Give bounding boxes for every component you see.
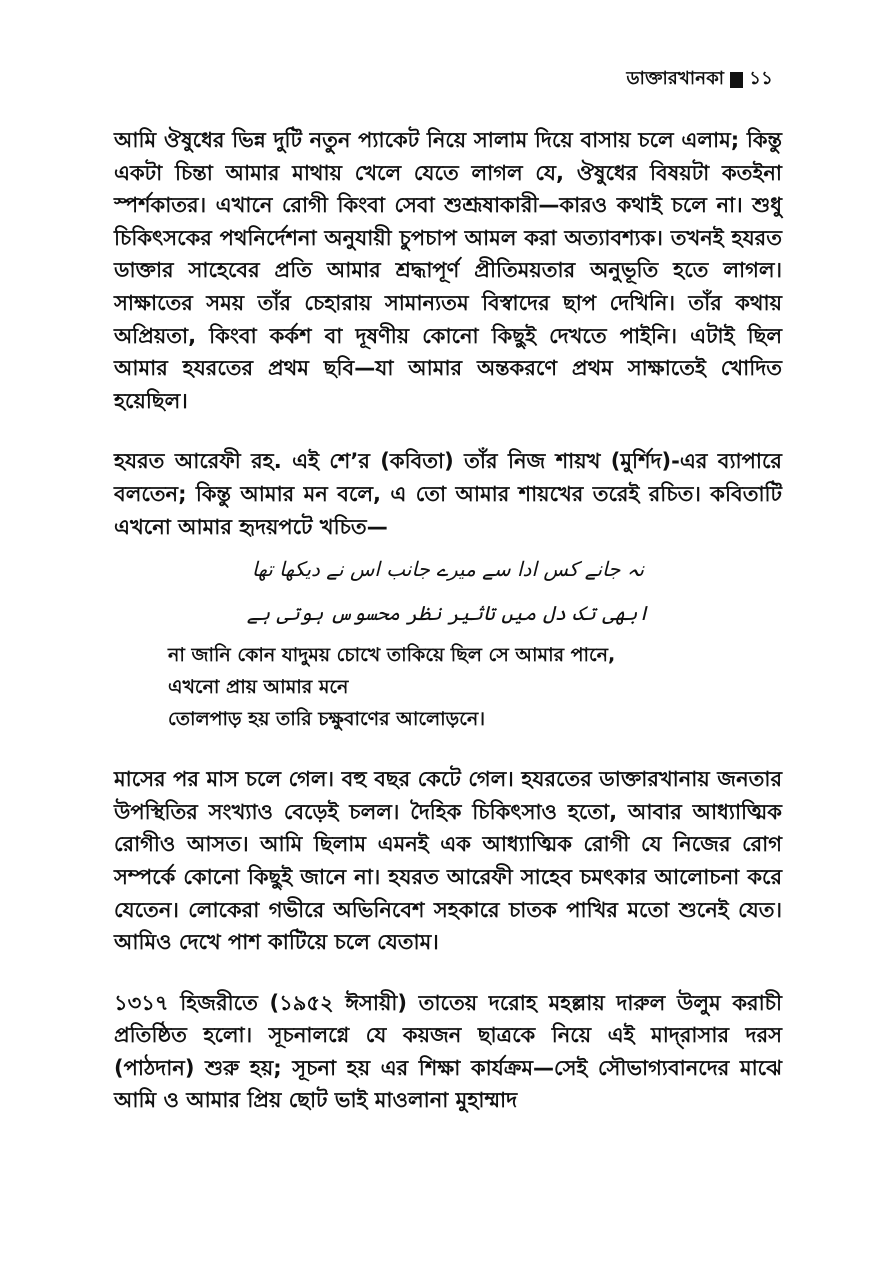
- page-body: [114, 124, 782, 1117]
- urdu-verse-line-1: نہ جانے کس ادا سے میرے جانب اس نے دیکھا تھا: [251, 557, 645, 582]
- paragraph-4: ১৩১৭ হিজরীতে (১৯৫২ ঈসায়ী) তাতেয় দরোহ মহল্লায় দারুল উলুম করাচী প্রতিষ্ঠিত হলো। সূচনালগ্নে যে কয়জন ছাত্রকে নিয়ে এই মাদ্‌রাসার দরস (পাঠদান) শুরু হয়; সূচনা হয় এর শিক্ষা কার্যক্রম—সেই সৌভাগ্যবানদের মাঝে আমি ও আমার প্রিয় ছোট ভাই মাওলানা মুহাম্মাদ: [114, 990, 782, 1113]
- urdu-verse: [114, 547, 782, 635]
- page-number: ১১: [749, 68, 773, 89]
- paragraph-1: আমি ঔষুধের ভিন্ন দুটি নতুন প্যাকেট নিয়ে সালাম দিয়ে বাসায় চলে এলাম; কিন্তু একটা চিন্তা আমার মাথায় খেলে যেতে লাগল যে, ঔষুধের বিষয়টা কতইনা স্পর্শকাতর। এখানে রোগী কিংবা সেবা শুশ্রূষাকারী—কারও কথাই চলে না। শুধু চিকিৎসকের পথনির্দেশনা অনুযায়ী চুপচাপ আমল করা অত্যাবশ্যক। তখনই হযরত ডাক্তার সাহেবের প্রতি আমার শ্রদ্ধাপূর্ণ প্রীতিময়তার অনুভূতি হতে লাগল। সাক্ষাতের সময় তাঁর চেহারায় সামান্যতম বিস্বাদের ছাপ দেখিনি। তাঁর কথায় অপ্রিয়তা, কিংবা কর্কশ বা দূষণীয় কোনো কিছুই দেখতে পাইনি। এটাই ছিল আমার হযরতের প্রথম ছবি—যা আমার অন্তকরণে প্রথম সাক্ষাতেই খোদিত হয়েছিল।: [114, 128, 782, 413]
- urdu-verse-line-2: ابھی تک دل میں تاثیر نظر محسوس ہوتی ہے: [246, 601, 650, 626]
- paragraph-3: মাসের পর মাস চলে গেল। বহু বছর কেটে গেল। হযরতের ডাক্তারখানায় জনতার উপস্থিতির সংখ্যাও বেড়েই চলল। দৈহিক চিকিৎসাও হতো, আবার আধ্যাত্মিক রোগীও আসত। আমি ছিলাম এমনই এক আধ্যাত্মিক রোগী যে নিজের রোগ সম্পর্কে কোনো কিছুই জানে না। হযরত আরেফী সাহেব চমৎকার আলোচনা করে যেতেন। লোকেরা গভীরে অভিনিবেশ সহকারে চাতক পাখির মতো শুনেই যেত। আমিও দেখে পাশ কাটিয়ে চলে যেতাম।: [114, 767, 782, 955]
- running-header: [626, 64, 773, 95]
- running-title: ডাক্তারখানকা: [626, 68, 725, 89]
- square-bullet-icon: [730, 72, 743, 88]
- bangla-verse-line-2: এখনো প্রায় আমার মনে: [168, 676, 349, 699]
- bangla-verse-line-1: না জানি কোন যাদুময় চোখে তাকিয়ে ছিল সে আমার পানে,: [168, 644, 616, 667]
- bangla-verse: [168, 639, 782, 735]
- bangla-verse-line-3: তোলপাড় হয় তারি চক্ষুবাণের আলোড়নে।: [168, 708, 485, 731]
- paragraph-2: হযরত আরেফী রহ. এই শে’র (কবিতা) তাঁর নিজ শায়খ (মুর্শিদ)-এর ব্যাপারে বলতেন; কিন্তু আমার মন বলে, এ তো আমার শায়খের তরেই রচিত। কবিতাটি এখনো আমার হৃদয়পটে খচিত—: [114, 449, 782, 539]
